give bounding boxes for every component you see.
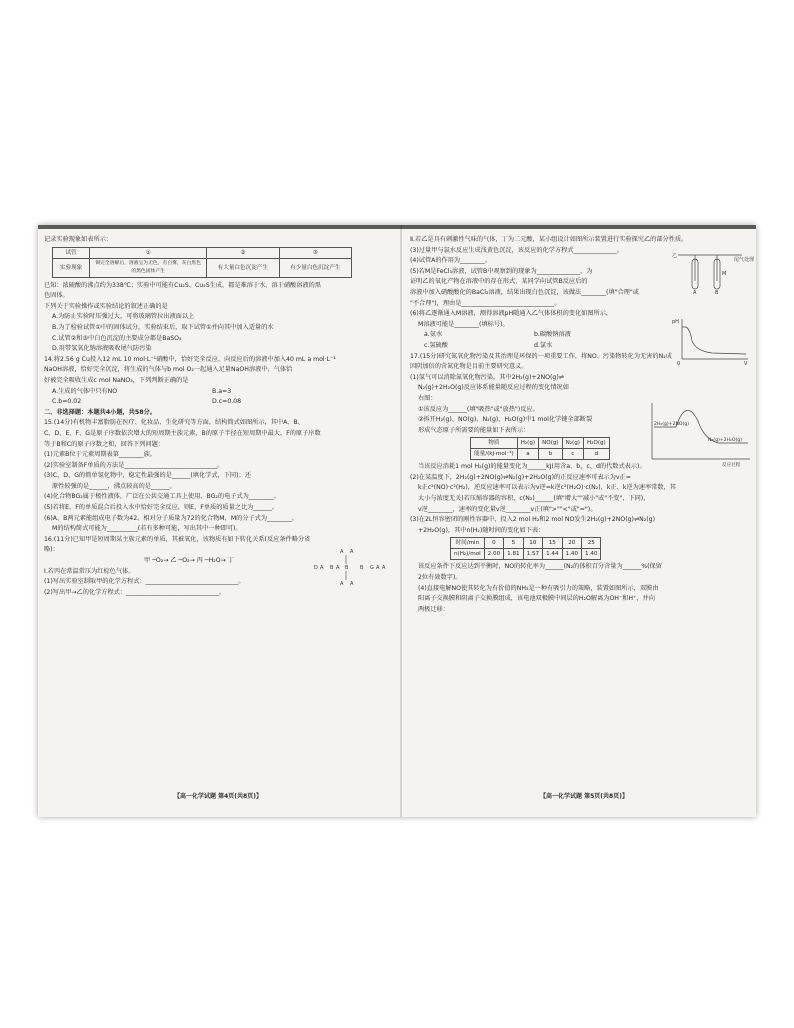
table-cell: 1.40 [582,549,601,560]
option-d: d.氯水 [534,341,553,349]
table-cell: 有少量白色沉淀产生 [279,258,351,277]
table-header: ② [207,247,279,258]
table-header: 25 [582,538,601,549]
text-line: ①该反应为______(填"吸热"或"放热")反应。 [418,405,539,413]
text-line: 溶液中加入硝酸酸化的BaCl₂溶液，结果出现白色沉淀，该做法________(填"合理"或 [410,288,639,296]
text-line: 当该反应消耗1 mol H₂(g)的能量变化为______kJ(用含a、b、c、d的代数式表示)。 [418,463,646,471]
table-header: NO(g) [539,438,563,449]
scan-top-edge [38,225,756,229]
text-line: 大小与浓度无关)若压缩容器的容积，c(N₂)______(填"增大""减小"或"不变"，下同)， [418,495,650,503]
text-line: 该反应条件下反应达到平衡时，NO的转化率为______(N₂的体积百分含量为______%(保留 [418,563,662,571]
atom: B [345,565,349,571]
option-c: C.b=0.02 [52,398,82,406]
text-line: (1)元素B位于元素周期表第________族。 [44,451,157,459]
text-line: NaOH溶液，恰好完全沉淀，将生成的气体与b mol O₂一起通入足量NaOH溶液中，气体恰 [44,366,293,374]
table-cell: 有大量白色沉淀产生 [207,258,279,277]
option-line: D.用带氢氧化钠溶液吸收尾气防污染 [52,345,152,353]
option-c: c.氢硫酸 [424,341,448,349]
volume-axis-label: V [744,361,748,367]
text-line: (2)写出甲→乙的化学方程式：______________________________。 [44,588,226,596]
table-row-label: 能量/(kJ·mol⁻¹) [471,449,518,460]
text-line: (1)氢气可以消除氮氧化物污染，其中2H₂(g)+2NO(g)⇌ [410,373,564,381]
atom: A [350,581,354,587]
option-line: A.为防止实验时压强过大，可将玻璃管拉出液面以上 [52,313,195,321]
process-axis-label: 反应过程 [722,463,741,467]
time-table [450,537,601,560]
atom: A [340,549,344,555]
question-16: 16.(11分)已知甲是短周期某主族元素的单质，其被氧化，该物质有如下转化关系(反应条件略分省 [44,535,311,543]
text-line: +2H₂O(g)，其中n(H₂)随时间的变化如下表： [418,526,545,534]
text-line: 已知：浓硫酸的沸点约为338℃；实验中可能有Cu₂S、Cu₂S生成，都是难溶于水、溶于硝酸溶液的黑 [44,281,321,289]
table-cell: b [539,449,563,460]
atom: G [370,565,374,571]
text-line: (6)A、B两元素能组成电子数为42、相对分子质量为72的化合物M，M的分子式为________， [44,514,299,522]
atom: A [350,549,354,555]
intro-text: 记录实验现象如表所示： [44,236,113,243]
left-page [44,235,392,805]
question-14: 14.将2.56 g Cu投入12 mL 10 mol·L⁻¹硝酸中，恰好完全反应，向反应后的溶液中加入40 mL a mol·L⁻¹ [44,355,336,363]
option-b: B.a=3 [212,387,232,395]
text-line: (2)实验室制备F单质的方法是______________________________。 [44,461,224,469]
table-header: 10 [523,538,542,549]
text-line: (6)将乙逐渐通入M溶液，测得溶液pH随通入乙气体体积的变化如图所示， [410,310,613,318]
structure-formula [312,547,388,587]
text-line: 好被完全吸收生成c mol NaNO₃，下列判断正确的是 [44,376,189,384]
text-line: 阳离子交换膜和阴离子交换膜组成，该电池双极膜中间层的H₂O解离为OH⁻和H⁺，并向 [418,595,655,603]
section-heading: 二、非选择题：本题共4小题，共58分。 [44,408,156,416]
table-header: 15 [543,538,562,549]
text-line: 色固体。 [44,292,69,300]
product-label: N₂(g)+2H₂O(g) [708,438,742,443]
table-row-label: n(H₂)/mol [451,549,485,560]
table-header: 物质 [471,438,518,449]
conversion-chain: 甲 ─O₂→ 乙 ─O₂→ 丙 ─H₂O→ 丁 [144,557,234,565]
text-line: k正c²(NO)·c²(H₂)，逆反应速率可以表示为v逆=k逆c²(H₂O)·c(N₂)，k正、k逆为速率常数，其 [418,484,676,492]
atom: A [340,581,344,587]
scanned-spread [38,225,756,817]
option-b: b.碳酸钠溶液 [534,331,571,339]
text-line: 证明乙的氧化产物在溶液中的存在形式，某同学向试管B反应后的 [410,278,588,286]
text-line: 右图： [418,394,437,402]
text-line: v逆________，速率的变化量v逆________v正(填">""<"或"=")。 [418,505,597,513]
text-line: (5)若将E、F的单质混合后投入水中恰好完全反应，则E、F单质的质量之比为______。 [44,504,279,512]
text-line: (3)C、D、G的简单氢化物中，稳定性最强的是______(填化学式，下同)；还 [44,472,251,480]
table-header: H₂O(g) [583,438,609,449]
table-cell: c [562,449,583,460]
question-15: 15.(14分)有机物丰富脂肪在医疗、化妆品、生化研究等方面，结构简式如图所示，其中A、B、 [44,419,304,427]
option-line: C.试管②和③中白色沉淀的主要成分都是BaSO₄ [52,334,182,342]
text-line: (4)试管A的作用为________。 [410,257,492,265]
text-line: ②拆开H₂(g)、NO(g)、N₂(g)、H₂O(g)中1 mol化学键全部断裂 [418,416,593,424]
atom: D [314,565,318,571]
text-line: (5)若M是FeCl₃溶液，试管B中观察到的现象为______________，为 [410,267,593,275]
text-line: "不合理")，理由是______________________________。 [410,299,561,307]
reactant-label: 2H₂(g)+2NO(g) [654,422,690,427]
option-a: A.生成的气体中只有NO [52,387,118,395]
text-line: Ⅰ.若丙在常温常压为红棕色气体。 [44,567,135,575]
option-d: D.c=0.08 [212,398,242,406]
ph-axis-label: pH [672,319,679,325]
observation-table [52,247,352,278]
label-exhaust: 尾气处理 [734,257,755,263]
text-line: 下列关于实验操作或实验结论的叙述正确的是 [44,302,168,310]
table-header: 5 [504,538,523,549]
table-cell: 1.44 [543,549,562,560]
text-line: 2位有效数字)。 [418,574,462,582]
page-footer: 【高一化学试题 第4页(共8页)】 [174,793,262,801]
options-row [44,397,392,408]
atom: A [320,565,324,571]
ph-graph [672,315,752,367]
origin-label: 0 [677,361,681,367]
label-tube-b: B [715,290,719,295]
option-line: B.为了检验试管①中的固体试分，实验结束后，取下试管①并向其中加入适量的水 [52,323,274,331]
text-line: 两极迁移： [418,605,449,613]
label-tube-a: A [693,290,697,295]
option-a: a.氨水 [424,331,443,339]
text-line: Ⅱ.若乙是具有刺激性气味的气体，丁为二元酸，某小组设计如图所示装置进行实验探究乙的部分性质。 [410,236,688,243]
text-line: 略)： [44,546,59,554]
center-fold [400,225,402,817]
table-cell: 1.40 [562,549,581,560]
label-gas: 乙 [672,253,678,259]
text-line: M的结构简式可能为__________(若有多种可能，写出其中一种即可)。 [52,525,242,533]
atom: A [382,565,386,571]
table-cell: 2.00 [484,549,503,560]
table-row-label: 实验现象 [53,258,90,277]
text-line: 形成气态原子所需要的能量如下表所示： [418,426,530,434]
text-line: 因阴加倍的含氮化物是目前主要研究意义。 [410,363,528,371]
table-cell: 1.57 [523,549,542,560]
energy-graph [646,401,756,467]
text-line: (3)在2L恒容密闭的刚性容器中，投入2 mol H₂和2 mol NO发生2H₂(g)+2NO(g)⇌N₂(g) [410,516,656,524]
options-row [44,387,392,398]
table-header: N₂(g) [562,438,583,449]
energy-table [470,437,610,460]
text-line: (3)过量甲与氯水反应生成浅黄色沉淀，该反应的化学方程式______________。 [410,246,623,254]
atom: A [376,565,380,571]
apparatus-figure [672,251,756,295]
table-header: ① [90,247,207,258]
table-header: 20 [562,538,581,549]
page-footer: 【高一化学试题 第5页(共8页)】 [540,793,628,801]
table-cell: a [517,449,538,460]
text-line: (4)化合物BG₂属于极性液体，广泛在公共交通工具上使用，BG₂的电子式为________。 [44,493,280,501]
right-page [410,235,756,805]
table-cell: 铜完全溶解后，溶液呈为无色，有白雾，灰白黑色的黑色固体产生 [90,258,207,277]
text-line: C、D、E、F、G是原子序数依次增大的短周期主族元素，B的原子半径在短周期中最大，F的原子序数 [44,429,321,437]
text-line: 等于B和C的原子序数之和，回答下列问题： [44,440,164,448]
text-line: (4)直接电解NO使其转化为有价值的NH₃是一种有吸引力的策略，装置如图所示，双膜由 [418,584,659,592]
table-header: 时间/min [451,538,485,549]
text-line: (1)写出实验室制取甲的化学方程式：______________________________。 [44,578,245,586]
table-header: ③ [279,247,351,258]
atom: B [360,565,364,571]
label-solution-m: M [722,271,727,277]
text-line: M溶液可能是________(填标号)。 [418,320,509,328]
text-line: N₂(g)+2H₂O(g)反应体系能量随反应过程的变化情况如 [418,384,569,392]
table-cell: d [583,449,609,460]
question-17: 17.(15分)研究氮氧化物污染及其治理是环保的一项重要工作，将NO、污染物转化为无害的N₂成 [410,352,672,360]
table-cell: 1.81 [504,549,523,560]
atom: A [336,565,340,571]
table-header: 0 [484,538,503,549]
text-line: (2)在某温度下，2H₂(g)+2NO(g)⇌N₂(g)+2H₂O(g)的正反应速率可表示为v正= [410,473,631,481]
table-header: H₂(g) [517,438,538,449]
text-line: 原性较强的是______，沸点较高的是______。 [52,482,176,490]
atom: B [330,565,334,571]
table-header: 试管 [53,247,90,258]
